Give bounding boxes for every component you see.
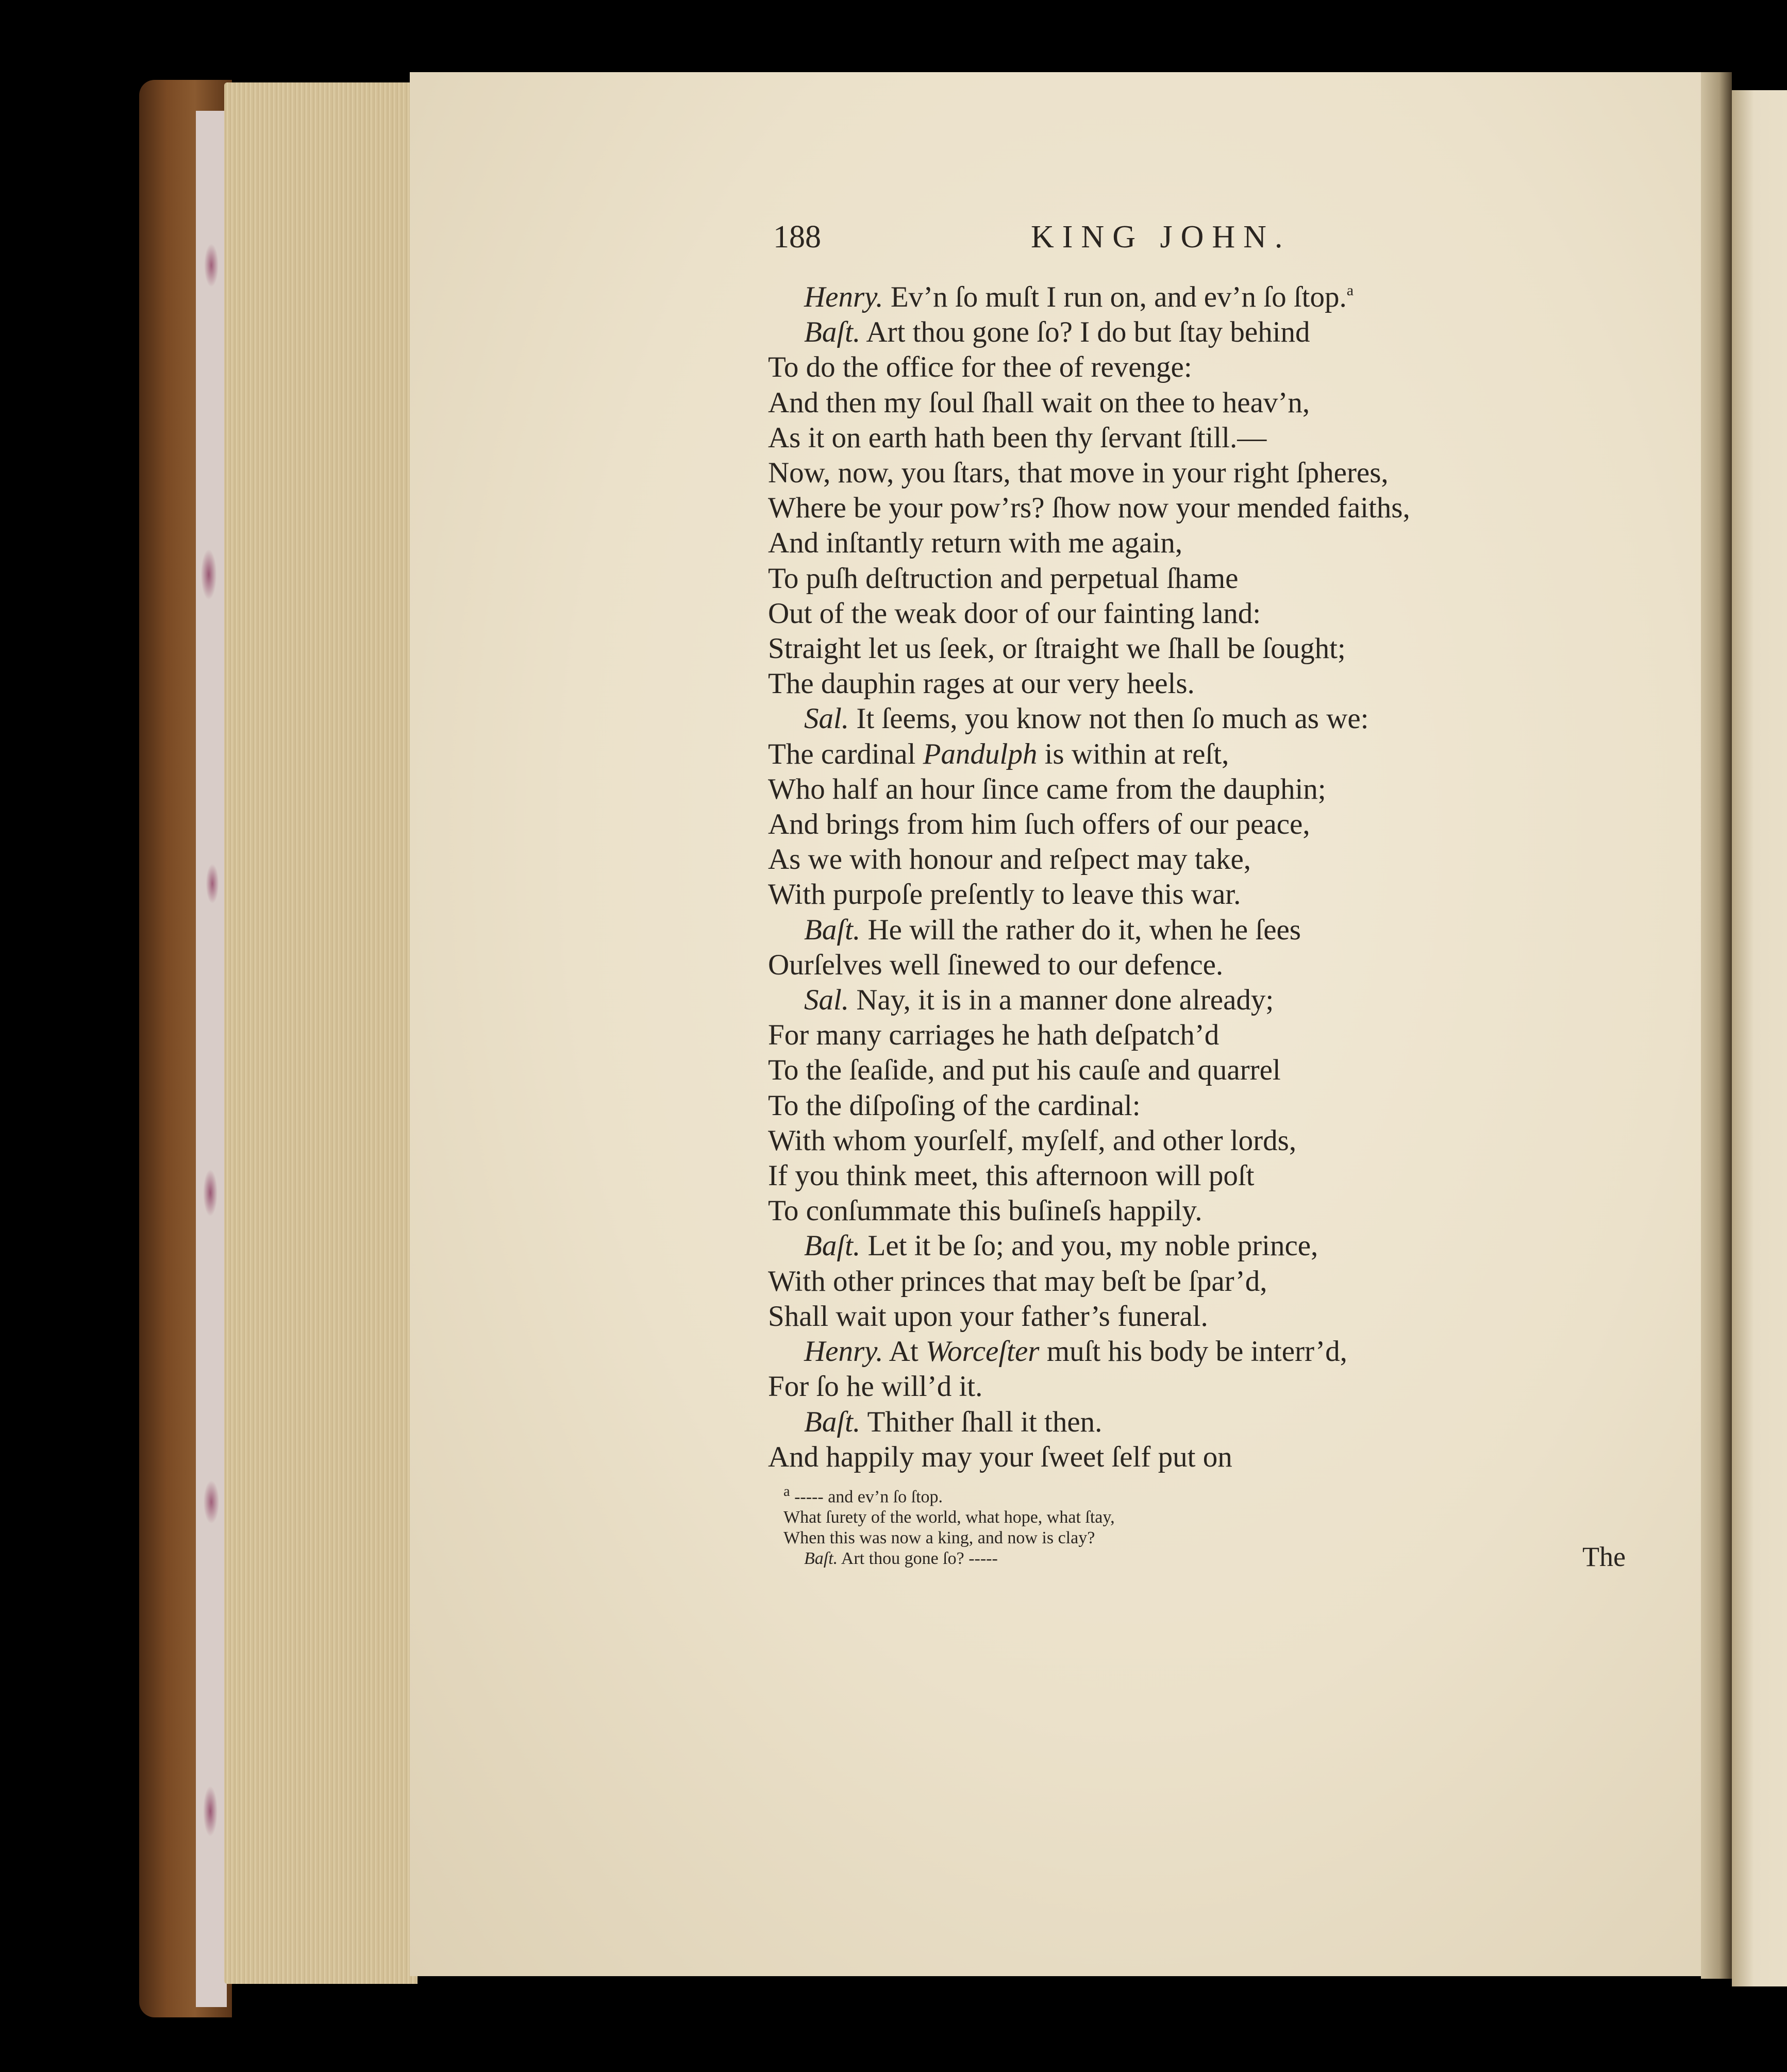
line-text: And brings from him ſuch offers of our peace, xyxy=(768,808,1310,841)
verse-line xyxy=(768,1405,1675,1440)
speaker-name: Sal. xyxy=(804,702,849,735)
footnote-speaker: Baſt. xyxy=(804,1549,838,1569)
line-text: With whom yourſelf, myſelf, and other lords, xyxy=(768,1124,1297,1157)
right-page-edge xyxy=(1732,90,1787,1986)
verse-line xyxy=(768,385,1675,420)
line-text: Shall wait upon your father’s funeral. xyxy=(768,1300,1208,1333)
line-text: With purpoſe preſently to leave this war. xyxy=(768,878,1241,911)
line-text: Art thou gone ſo? I do but ſtay behind xyxy=(866,316,1310,349)
verse-line xyxy=(768,1193,1675,1228)
line-text: Thither ſhall it then. xyxy=(867,1405,1103,1438)
verse-line xyxy=(768,737,1675,772)
italic-name: Worceſter xyxy=(925,1335,1040,1368)
verse-line xyxy=(768,631,1675,666)
page-title: KING JOHN. xyxy=(1031,220,1291,255)
footnote-mark: a xyxy=(783,1484,790,1500)
footnote-line: When this was now a king, and now is clay? xyxy=(783,1528,1095,1548)
speaker-name: Henry. xyxy=(804,1335,883,1368)
line-text: Ourſelves well ſinewed to our defence. xyxy=(768,948,1224,981)
line-text: And happily may your ſweet ſelf put on xyxy=(768,1440,1232,1473)
footnote xyxy=(783,1481,1402,1569)
line-text: As we with honour and reſpect may take, xyxy=(768,843,1251,876)
verse-line xyxy=(768,273,1675,315)
footnote-lead-line xyxy=(783,1481,1402,1507)
line-text: It ſeems, you know not then ſo much as we: xyxy=(856,702,1369,735)
line-text: As it on earth hath been thy ſervant ſtill.— xyxy=(768,421,1267,454)
verse-line xyxy=(768,842,1675,877)
footnote-last-text: Art thou gone ſo? ----- xyxy=(841,1549,998,1569)
verse-line xyxy=(768,1334,1675,1369)
line-text: If you think meet, this afternoon will poſt xyxy=(768,1159,1255,1192)
verse-line xyxy=(768,350,1675,385)
line-text: He will the rather do it, when he ſees xyxy=(867,913,1301,946)
verse-line xyxy=(768,1264,1675,1299)
speaker-name: Henry. xyxy=(804,281,883,313)
line-text: The dauphin rages at our very heels. xyxy=(768,667,1195,700)
verse-line xyxy=(768,913,1675,948)
verse-line xyxy=(768,596,1675,631)
verse-line xyxy=(768,666,1675,701)
verse-line xyxy=(768,456,1675,491)
footnote-line: What ſurety of the world, what hope, what ſtay, xyxy=(783,1508,1115,1527)
line-text-before: The cardinal xyxy=(768,737,923,770)
line-text: Now, now, you ſtars, that move in your right ſpheres, xyxy=(768,457,1389,490)
speaker-name: Sal. xyxy=(804,984,849,1017)
verse-line xyxy=(768,1299,1675,1334)
line-text: Nay, it is in a manner done already; xyxy=(856,984,1274,1017)
line-text: To the ſeaſide, and put his cauſe and quarrel xyxy=(768,1054,1281,1087)
speaker-name: Baſt. xyxy=(804,1229,861,1262)
verse-line xyxy=(768,983,1675,1018)
verse-line xyxy=(768,1440,1675,1475)
line-text-after: muſt his body be interr’d, xyxy=(1039,1335,1347,1368)
verse-line xyxy=(768,1053,1675,1088)
line-text: For many carriages he hath deſpatch’d xyxy=(768,1019,1220,1052)
verse-text xyxy=(768,273,1675,1475)
verse-line xyxy=(768,1369,1675,1404)
verse-line xyxy=(768,1088,1675,1123)
verse-line xyxy=(768,491,1675,526)
verse-line xyxy=(768,420,1675,456)
line-text: Straight let us ſeek, or ſtraight we ſhall be ſought; xyxy=(768,632,1346,665)
line-text-after: is within at reſt, xyxy=(1037,737,1229,770)
line-text: Out of the weak door of our fainting land: xyxy=(768,597,1261,630)
line-text: To puſh deſtruction and perpetual ſhame xyxy=(768,562,1239,595)
footnote-lead: ----- and ev’n ſo ſtop. xyxy=(794,1487,943,1507)
verse-line xyxy=(768,561,1675,596)
verse-line xyxy=(768,948,1675,983)
verse-line xyxy=(768,1123,1675,1158)
line-text-before: At xyxy=(889,1335,926,1368)
speaker-name: Baſt. xyxy=(804,316,861,349)
marbled-edge xyxy=(196,111,227,2007)
verse-line xyxy=(768,315,1675,350)
line-text: To do the office for thee of revenge: xyxy=(768,351,1192,384)
line-text: Who half an hour ſince came from the dauphin; xyxy=(768,772,1326,805)
line-text: To the diſpoſing of the cardinal: xyxy=(768,1089,1141,1122)
verse-line xyxy=(768,807,1675,842)
book-gutter xyxy=(1701,72,1732,1979)
line-text: Let it be ſo; and you, my noble prince, xyxy=(867,1229,1318,1262)
line-text: And then my ſoul ſhall wait on thee to heav’n, xyxy=(768,386,1310,419)
line-text: And inſtantly return with me again, xyxy=(768,527,1183,560)
verse-line xyxy=(768,772,1675,807)
verse-line xyxy=(768,1228,1675,1264)
verse-line xyxy=(768,1158,1675,1193)
line-text: For ſo he will’d it. xyxy=(768,1370,983,1403)
line-text: Where be your pow’rs? ſhow now your mended faiths, xyxy=(768,492,1410,525)
italic-name: Pandulph xyxy=(923,737,1038,770)
verse-line xyxy=(768,1018,1675,1053)
page-edges xyxy=(224,82,417,1984)
verse-line xyxy=(768,877,1675,912)
page-number: 188 xyxy=(773,220,821,255)
verse-line xyxy=(768,701,1675,736)
line-text: To conſummate this buſineſs happily. xyxy=(768,1194,1203,1227)
running-head xyxy=(773,219,1423,260)
footnote-last-line xyxy=(783,1548,1402,1569)
verse-line xyxy=(768,526,1675,561)
speaker-name: Baſt. xyxy=(804,913,861,946)
footnote-reference: a xyxy=(1346,282,1354,299)
catchword: The xyxy=(1582,1541,1626,1572)
line-text: Ev’n ſo muſt I run on, and ev’n ſo ſtop. xyxy=(890,281,1347,313)
line-text: With other princes that may beſt be ſpar’d, xyxy=(768,1265,1267,1298)
speaker-name: Baſt. xyxy=(804,1405,861,1438)
